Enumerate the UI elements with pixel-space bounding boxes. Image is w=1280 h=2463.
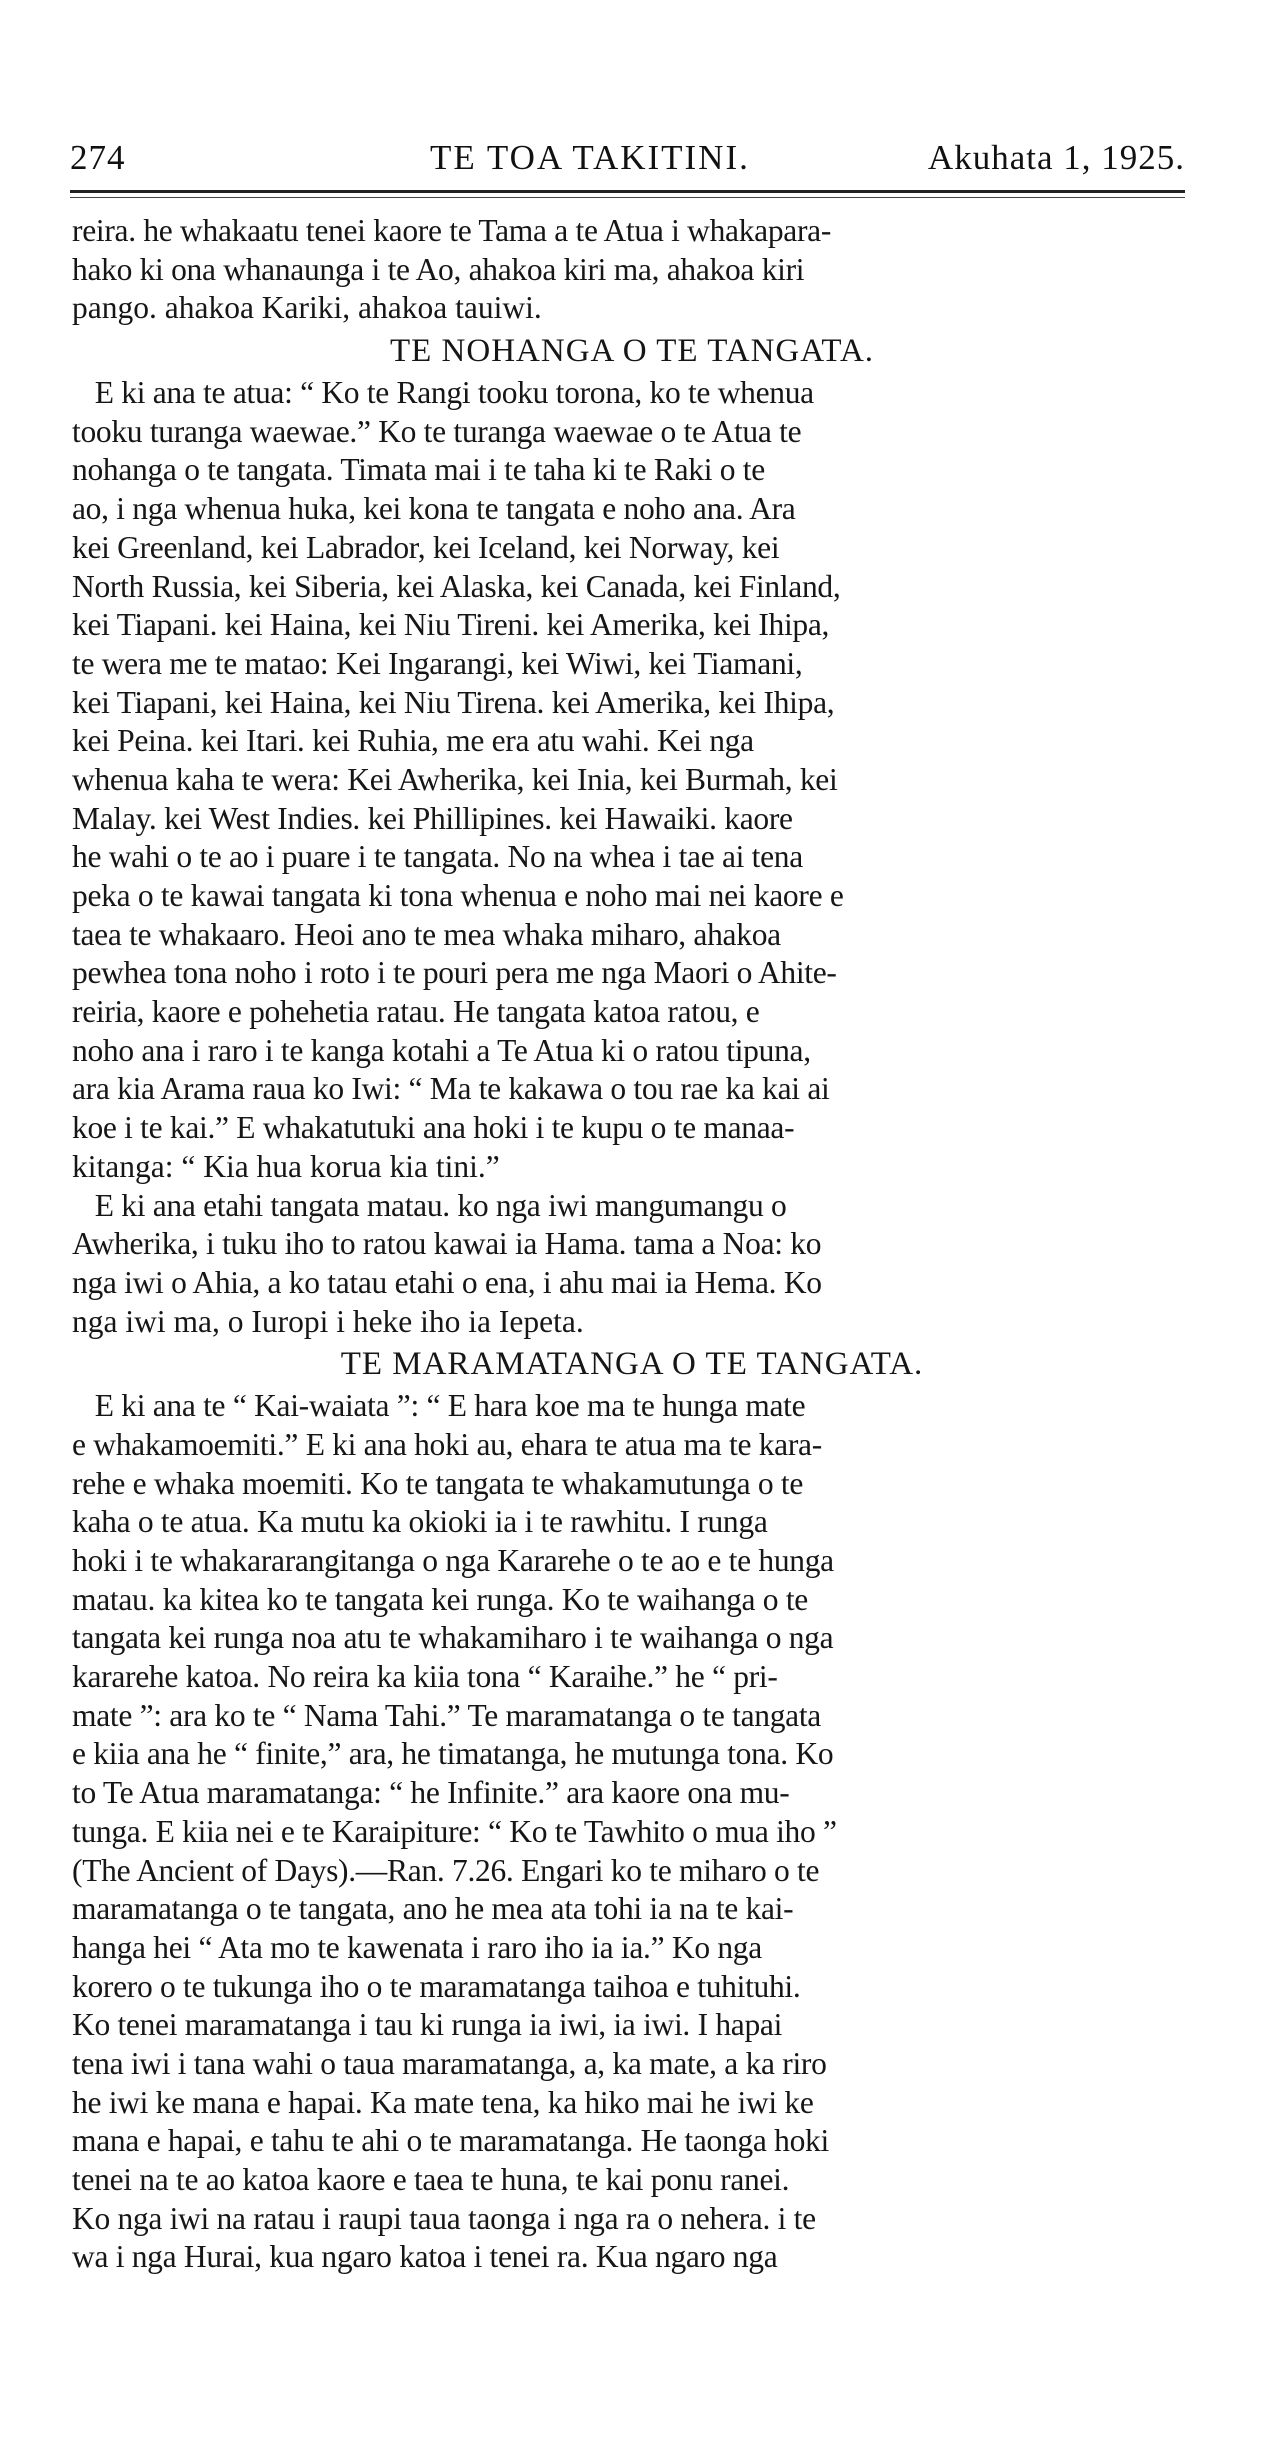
text-line: nohanga o te tangata. Timata mai i te taha ki te Raki o te: [72, 452, 765, 488]
text-line: tooku turanga waewae.” Ko te turanga waewae o te Atua te: [72, 413, 802, 449]
text-line: matau. ka kitea ko te tangata kei runga. Ko te waihanga o te: [72, 1581, 808, 1617]
text-line: to Te Atua maramatanga: “ he Infinite.” ara kaore ona mu-: [72, 1775, 790, 1811]
section-heading: TE NOHANGA O TE TANGATA.: [389, 333, 875, 370]
text-line: kei Tiapani, kei Haina, kei Niu Tirena. kei Amerika, kei Ihipa,: [72, 684, 835, 720]
text-line: pango. ahakoa Kariki, ahakoa tauiwi.: [72, 290, 542, 326]
text-line: pewhea tona noho i roto i te pouri pera me nga Maori o Ahite-: [72, 955, 837, 991]
text-line: koe i te kai.” E whakatutuki ana hoki i te kupu o te manaa-: [72, 1110, 795, 1146]
page-number: 274: [70, 138, 126, 177]
issue-date: Akuhata 1, 1925.: [927, 138, 1185, 177]
text-line: kei Greenland, kei Labrador, kei Iceland, kei Norway, kei: [72, 529, 780, 565]
text-line: hoki i te whakararangitanga o nga Kararehe o te ao e te hunga: [72, 1543, 834, 1578]
text-line: noho ana i raro i te kanga kotahi a Te Atua ki o ratou tipuna,: [72, 1032, 811, 1068]
text-line: Ko nga iwi na ratau i raupi taua taonga i nga ra o nehera. i te: [72, 2200, 816, 2236]
text-line: kitanga: “ Kia hua korua kia tini.”: [72, 1148, 500, 1184]
header-rule-thin: [70, 197, 1185, 198]
text-line: E ki ana etahi tangata matau. ko nga iwi mangumangu o: [72, 1187, 787, 1223]
text-line: whenua kaha te wera: Kei Awherika, kei Inia, kei Burmah, kei: [72, 761, 838, 797]
text-line: tena iwi i tana wahi o taua maramatanga, a, ka mate, a ka riro: [72, 2045, 827, 2081]
text-line: korero o te tukunga iho o te maramatanga taihoa e tuhituhi.: [72, 1968, 801, 2004]
text-line: e whakamoemiti.” E ki ana hoki au, ehara te atua ma te kara-: [72, 1426, 822, 1462]
text-line: mana e hapai, e tahu te ahi o te maramatanga. He taonga hoki: [72, 2123, 829, 2159]
text-line: nga iwi o Ahia, a ko tatau etahi o ena, i ahu mai ia Hema. Ko: [72, 1264, 822, 1300]
running-header: [70, 138, 1185, 188]
text-line: reira. he whakaatu tenei kaore te Tama a te Atua i whakapara-: [72, 213, 832, 248]
text-line: Awherika, i tuku iho to ratou kawai ia Hama. tama a Noa: ko: [72, 1226, 822, 1262]
text-line: tunga. E kiia nei e te Karaipiture: “ Ko te Tawhito o mua iho ”: [72, 1813, 837, 1849]
text-line: rehe e whaka moemiti. Ko te tangata te whakamutunga o te: [72, 1465, 804, 1501]
text-line: taea te whakaaro. Heoi ano te mea whaka miharo, ahakoa: [72, 916, 781, 952]
text-line: Malay. kei West Indies. kei Phillipines. kei Hawaiki. kaore: [72, 800, 793, 836]
header-rule-thick: [70, 190, 1185, 193]
text-line: kei Tiapani. kei Haina, kei Niu Tireni. kei Amerika, kei Ihipa,: [72, 607, 830, 643]
text-line: nga iwi ma, o Iuropi i heke iho ia Iepeta.: [72, 1303, 584, 1339]
text-line: peka o te kawai tangata ki tona whenua e noho mai nei kaore e: [72, 878, 844, 913]
text-line: ara kia Arama raua ko Iwi: “ Ma te kakawa o tou rae ka kai ai: [72, 1071, 830, 1107]
text-line: he wahi o te ao i puare i te tangata. No na whea i tae ai tena: [72, 839, 803, 875]
text-line: tangata kei runga noa atu te whakamiharo i te waihanga o nga: [72, 1620, 834, 1656]
text-line: (The Ancient of Days).—Ran. 7.26. Engari ko te miharo o te: [72, 1852, 820, 1888]
text-line: reiria, kaore e pohehetia ratau. He tangata katoa ratou, e: [72, 994, 760, 1030]
text-line: kaha o te atua. Ka mutu ka okioki ia i te rawhitu. I runga: [72, 1504, 768, 1540]
text-line: kei Peina. kei Itari. kei Ruhia, me era atu wahi. Kei nga: [72, 723, 754, 759]
text-line: tenei na te ao katoa kaore e taea te huna, te kai ponu ranei.: [72, 2162, 790, 2197]
text-line: kararehe katoa. No reira ka kiia tona “ Karaihe.” he “ pri-: [72, 1659, 778, 1695]
publication-title: TE TOA TAKITINI.: [430, 138, 750, 177]
text-line: hako ki ona whanaunga i te Ao, ahakoa kiri ma, ahakoa kiri: [72, 251, 805, 287]
text-line: North Russia, kei Siberia, kei Alaska, kei Canada, kei Finland,: [72, 568, 841, 604]
text-line: he iwi ke mana e hapai. Ka mate tena, ka hiko mai he iwi ke: [72, 2084, 814, 2120]
text-line: Ko tenei maramatanga i tau ki runga ia iwi, ia iwi. I hapai: [72, 2007, 783, 2043]
text-line: e kiia ana he “ finite,” ara, he timatanga, he mutunga tona. Ko: [72, 1736, 834, 1772]
section-heading: TE MARAMATANGA O TE TANGATA.: [340, 1346, 924, 1383]
text-line: hanga hei “ Ata mo te kawenata i raro iho ia ia.” Ko nga: [72, 1929, 762, 1965]
text-line: ao, i nga whenua huka, kei kona te tangata e noho ana. Ara: [72, 491, 796, 527]
text-line: te wera me te matao: Kei Ingarangi, kei Wiwi, kei Tiamani,: [72, 645, 803, 681]
text-line: mate ”: ara ko te “ Nama Tahi.” Te maramatanga o te tangata: [72, 1697, 821, 1733]
text-line: wa i nga Hurai, kua ngaro katoa i tenei ra. Kua ngaro nga: [72, 2239, 778, 2275]
text-line: E ki ana te atua: “ Ko te Rangi tooku torona, ko te whenua: [72, 375, 814, 411]
text-line: maramatanga o te tangata, ano he mea ata tohi ia na te kai-: [72, 1891, 794, 1927]
article-body: [72, 212, 1192, 2277]
text-line: E ki ana te “ Kai-waiata ”: “ E hara koe ma te hunga mate: [72, 1388, 806, 1424]
